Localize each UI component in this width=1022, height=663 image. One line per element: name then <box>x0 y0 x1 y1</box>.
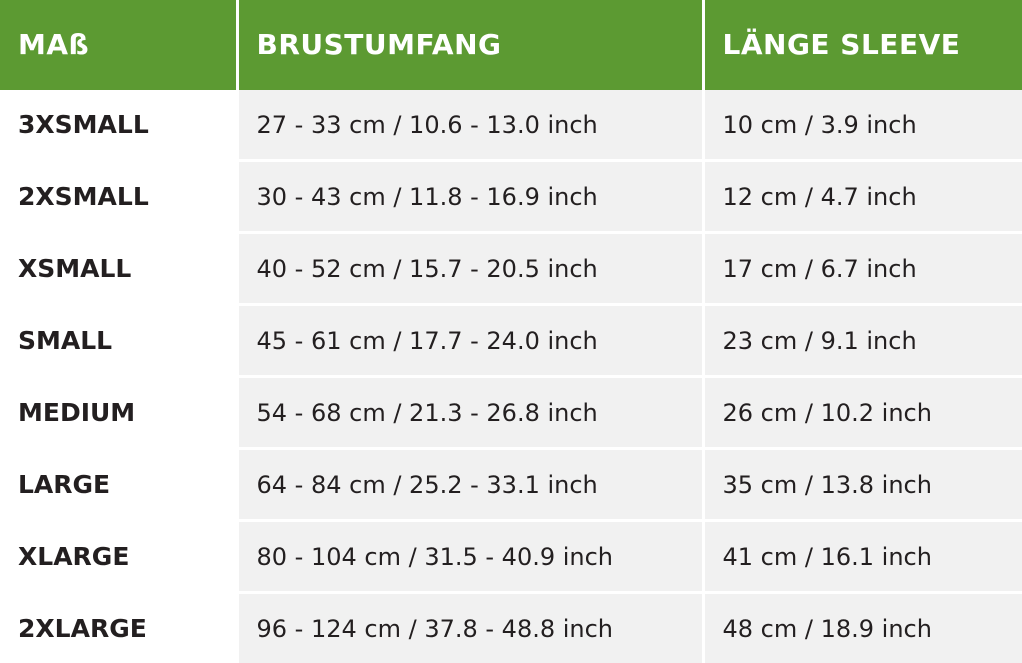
cell-chest: 30 - 43 cm / 11.8 - 16.9 inch <box>237 161 703 233</box>
cell-chest: 27 - 33 cm / 10.6 - 13.0 inch <box>237 90 703 161</box>
cell-length: 12 cm / 4.7 inch <box>703 161 1022 233</box>
cell-length: 10 cm / 3.9 inch <box>703 90 1022 161</box>
cell-length: 23 cm / 9.1 inch <box>703 305 1022 377</box>
cell-length: 48 cm / 18.9 inch <box>703 593 1022 663</box>
table-row <box>0 449 1022 521</box>
cell-size: 3XSMALL <box>0 90 237 161</box>
cell-length: 35 cm / 13.8 inch <box>703 449 1022 521</box>
cell-size: LARGE <box>0 449 237 521</box>
cell-chest: 80 - 104 cm / 31.5 - 40.9 inch <box>237 521 703 593</box>
table-row <box>0 90 1022 161</box>
table-row <box>0 233 1022 305</box>
table-row <box>0 161 1022 233</box>
cell-size: 2XSMALL <box>0 161 237 233</box>
table-header <box>0 0 1022 90</box>
table-header-row <box>0 0 1022 90</box>
column-header-length: LÄNGE SLEEVE <box>703 0 1022 90</box>
cell-size: XLARGE <box>0 521 237 593</box>
cell-length: 26 cm / 10.2 inch <box>703 377 1022 449</box>
column-header-chest: BRUSTUMFANG <box>237 0 703 90</box>
cell-chest: 45 - 61 cm / 17.7 - 24.0 inch <box>237 305 703 377</box>
table-body <box>0 90 1022 663</box>
cell-chest: 96 - 124 cm / 37.8 - 48.8 inch <box>237 593 703 663</box>
cell-length: 41 cm / 16.1 inch <box>703 521 1022 593</box>
column-header-size: MAß <box>0 0 237 90</box>
table-row <box>0 593 1022 663</box>
cell-size: MEDIUM <box>0 377 237 449</box>
cell-length: 17 cm / 6.7 inch <box>703 233 1022 305</box>
table-row <box>0 521 1022 593</box>
table-row <box>0 305 1022 377</box>
cell-size: 2XLARGE <box>0 593 237 663</box>
cell-chest: 40 - 52 cm / 15.7 - 20.5 inch <box>237 233 703 305</box>
cell-size: XSMALL <box>0 233 237 305</box>
cell-chest: 64 - 84 cm / 25.2 - 33.1 inch <box>237 449 703 521</box>
cell-chest: 54 - 68 cm / 21.3 - 26.8 inch <box>237 377 703 449</box>
cell-size: SMALL <box>0 305 237 377</box>
table-row <box>0 377 1022 449</box>
